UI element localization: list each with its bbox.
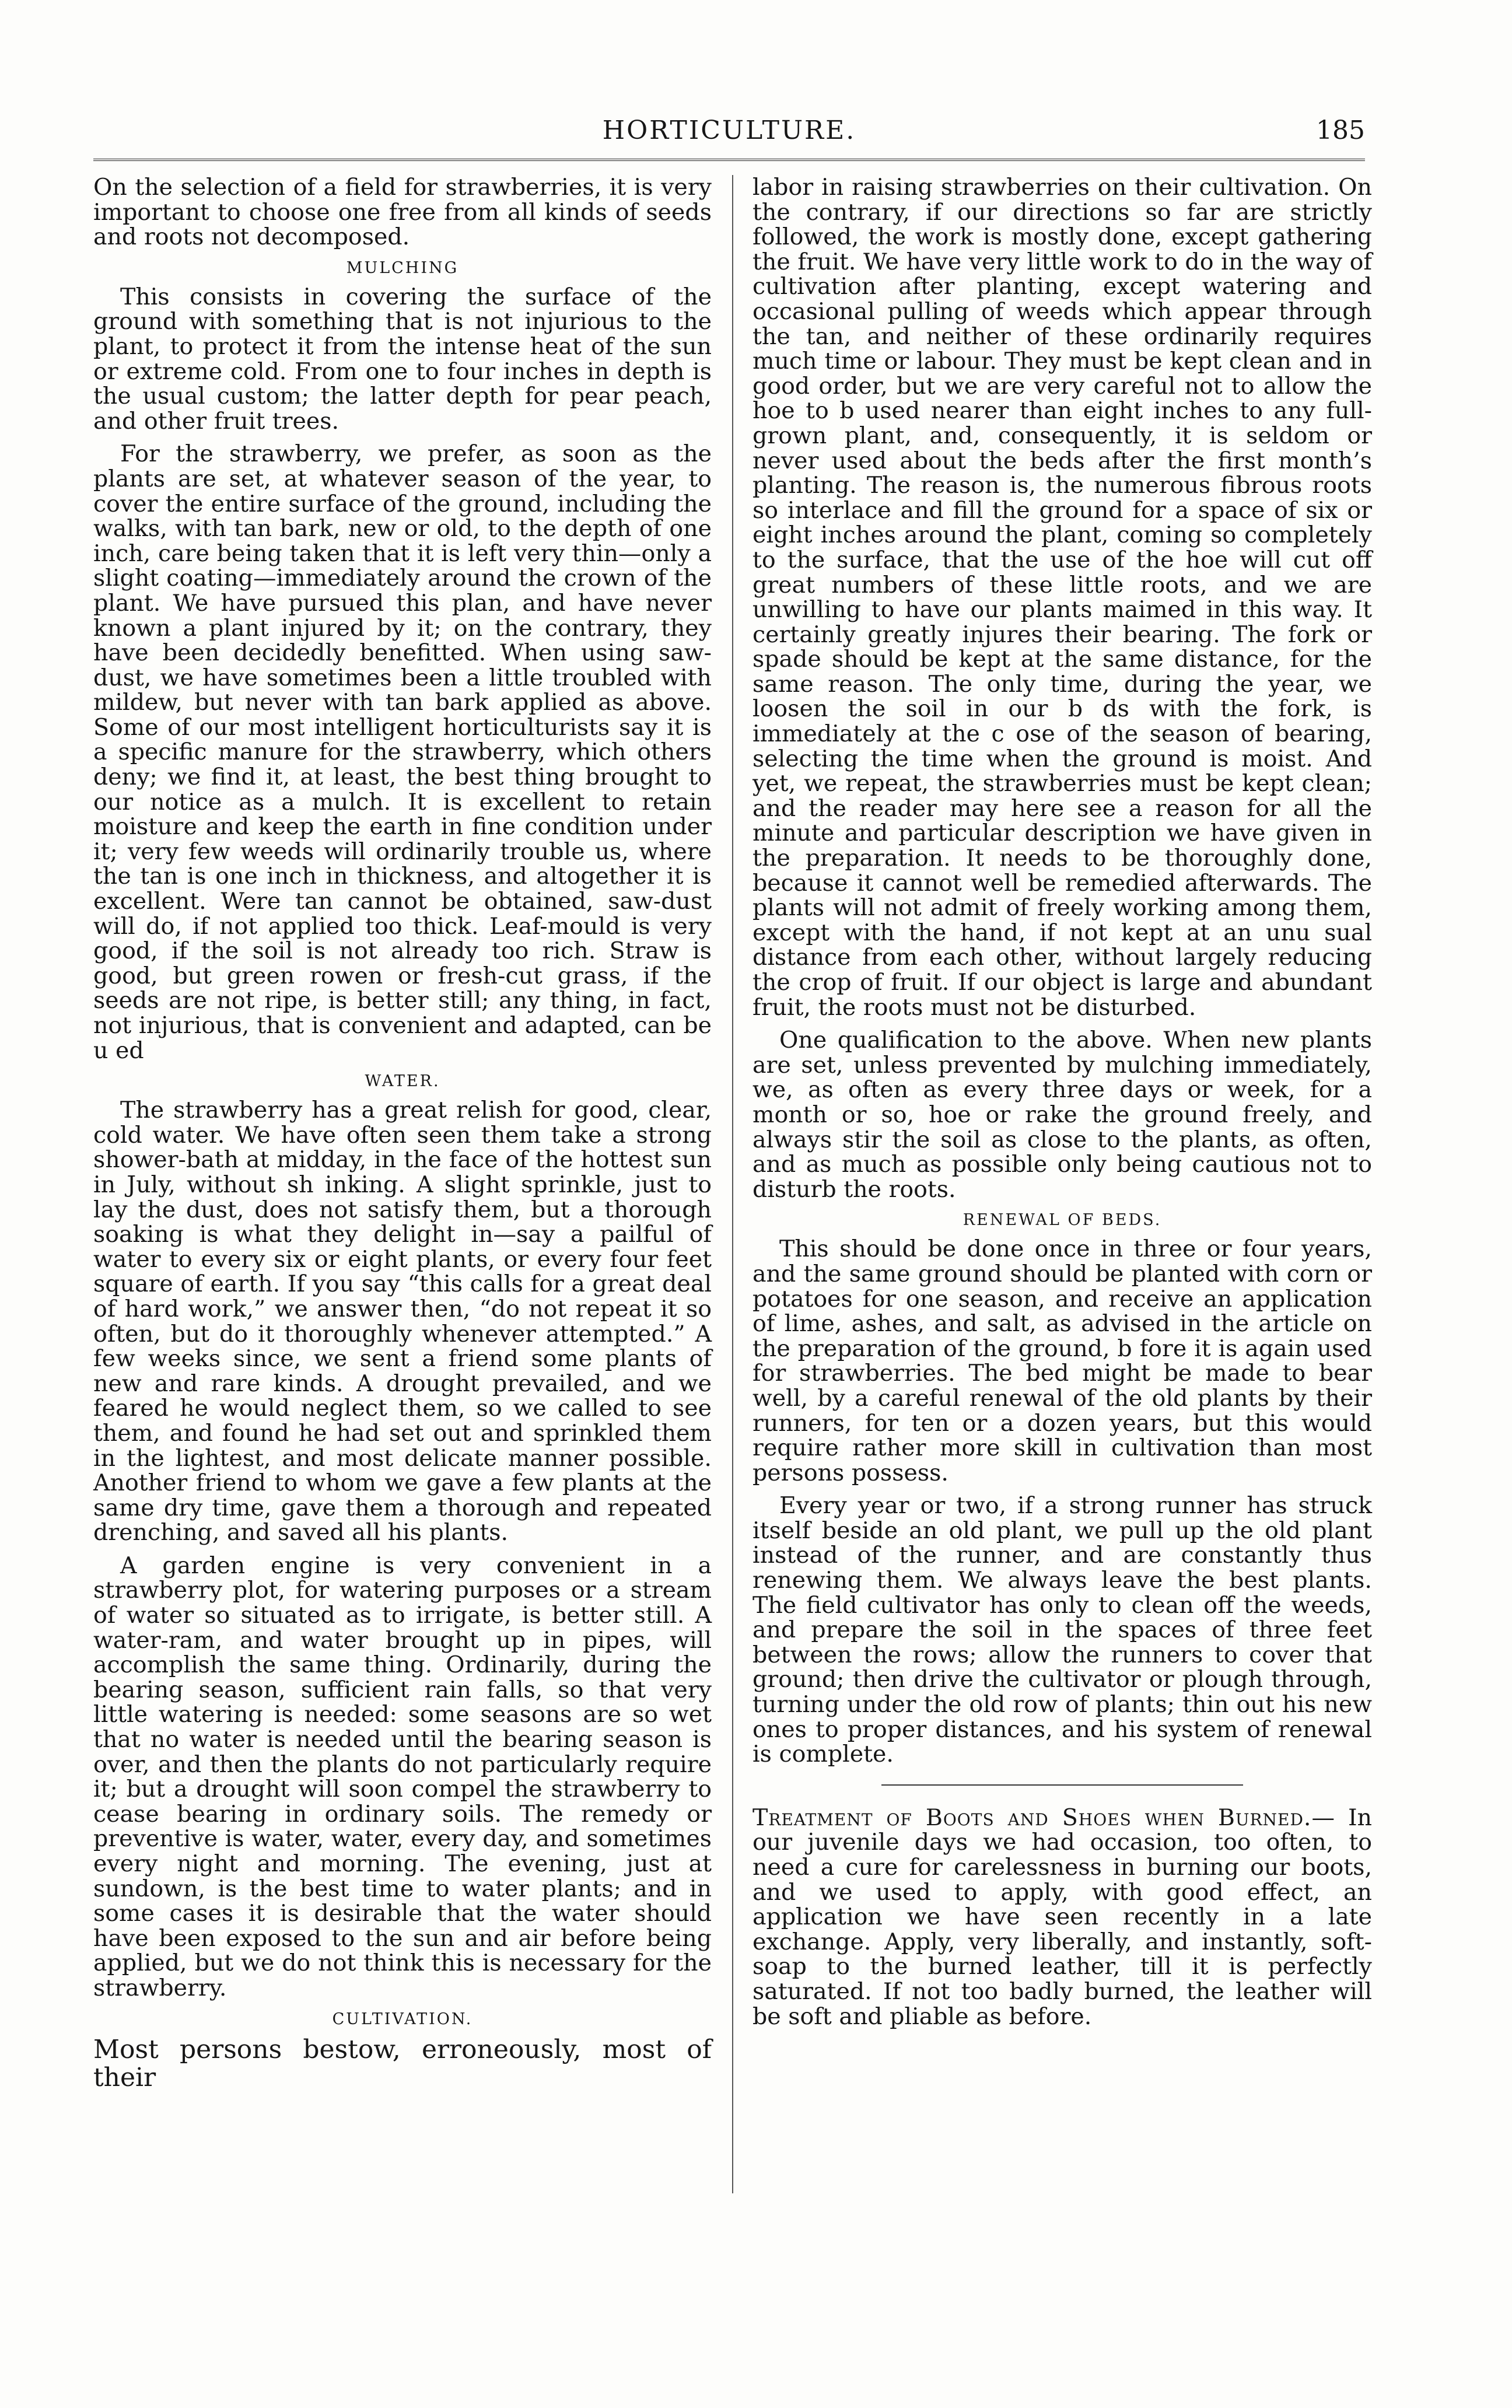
intro-paragraph: On the selection of a field for strawberries, it is very important to choose one free from all kinds of seeds and roots not decomposed. <box>93 174 712 251</box>
page-number: 185 <box>1316 116 1365 145</box>
boots-article-body: In our juvenile days we had occasion, too often, to need a cure for carelessness in burning our boots, and we used to apply, with good effect, an application we have seen recently in a late exchange. Apply, very liberally, and instantly, soft-soap to the burned leather, till it is perfectly saturated. If not too badly burned, the leather will be soft and pliable as before. <box>752 1804 1372 2030</box>
boots-article <box>752 1805 1372 2029</box>
section-heading-cultivation: CULTIVATION. <box>332 2010 473 2028</box>
water-paragraph-2: A garden engine is very convenient in a strawberry plot, for watering purposes or a stream of water so situated as to irrigate, is better still. A water-ram, and water brought up in pipes, will accomplish the same thing. Ordinarily, during the bearing season, sufficient rain falls, so that very little watering is needed: some seasons are so wet that no water is needed until the bearing season is over, and then the plants do not particularly require it; but a drought will soon compel the strawberry to cease bearing in ordinary soils. The remedy or preventive is water, water, every day, and sometimes every night and morning. The evening, just at sundown, is the best time to water plants; and in some cases it is desirable that the water should have been exposed to the sun and air before being applied, but we do not think this is necessary for the strawberry. <box>93 1552 712 2001</box>
cultivation-lead-paragraph: Most persons bestow, erroneously, most of their <box>93 2034 712 2092</box>
mulching-paragraph-2: For the strawberry, we prefer, as soon as the plants are set, at whatever season of the year, to cover the entire surface of the ground, including the walks, with tan bark, new or old, to the depth of one inch, care being taken that it is left very thin—only a slight coating—immediately around the crown of the plant. We have pursued this plan, and have never known a plant injured by it; on the contrary, they have been decidedly benefitted. When using saw-dust, we have sometimes been a little troubled with mildew, but never with tan bark applied as above. Some of our most intelligent horticulturists say it is a specific manure for the strawberry, which others deny; we find it, at least, the best thing brought to our notice as a mulch. It is excellent to retain moisture and keep the earth in fine condition under it; very few weeds will ordinarily trouble us, where the tan is one inch in thickness, and altogether it is excellent. Were tan cannot be obtained, saw-dust will do, if not applied too thick. Leaf-mould is very good, if the soil is not already too rich. Straw is good, but green rowen or fresh-cut grass, if the seeds are not ripe, is better still; any thing, in fact, not injurious, that is convenient and adapted, can be u ed <box>93 440 712 1064</box>
running-head <box>93 111 1365 152</box>
renewal-paragraph-1: This should be done once in three or four years, and the same ground should be planted with corn or potatoes for one season, and receive an application of lime, ashes, and salt, as advised in the article on the preparation of the ground, b fore it is again used for strawberries. The bed might be made to bear well, by a careful renewal of the old plants by their runners, for ten or a dozen years, but this would require rather more skill in cultivation than most persons possess. <box>752 1236 1372 1486</box>
boots-article-heading: Treatment of Boots and Shoes when Burned.— <box>752 1804 1335 1831</box>
renewal-paragraph-2: Every year or two, if a strong runner has struck itself beside an old plant, we pull up the old plant instead of the runner, and are constantly thus renewing them. We always leave the best plants. The field cultivator has only to clean off the weeds, and prepare the soil in the spaces of three feet between the rows; allow the runners to cover that ground; then drive the cultivator or plough through, turning under the old row of plants; thin out his new ones to proper distances, and his system of renewal is complete. <box>752 1492 1372 1768</box>
right-column <box>752 175 1372 2037</box>
header-rule <box>93 159 1365 161</box>
section-heading-water: WATER. <box>365 1072 440 1091</box>
column-divider <box>732 175 733 2193</box>
water-paragraph-1: The strawberry has a great relish for good, clear, cold water. We have often seen them take a strong shower-bath at midday, in the face of the hottest sun in July, without sh inking. A slight sprinkle, just to lay the dust, does not satisfy them, but a thorough soaking is what they delight in—say a pailful of water to every six or eight plants, or every four feet square of earth. If you say “this calls for a great deal of hard work,” we answer then, “do not repeat it so often, but do it thoroughly whenever attempted.” A few weeks since, we sent a friend some plants of new and rare kinds. A drought prevailed, and we feared he would neglect them, so we called to see them, and found he had set out and sprinkled them in the lightest, and most delicate manner possible. Another friend to whom we gave a few plants at the same dry time, gave them a thorough and repeated drenching, and saved all his plants. <box>93 1097 712 1546</box>
section-heading-mulching: MULCHING <box>346 258 459 277</box>
cultivation-continued-paragraph: labor in raising strawberries on their cultivation. On the contrary, if our directions so far are strictly followed, the work is mostly done, except gathering the fruit. We have very little work to do in the way of cultivation after planting, except watering and occasional pulling of weeds which appear through the tan, and neither of these ordinarily requires much time or labour. They must be kept clean and in good order, but we are very careful not to allow the hoe to b used nearer than eight inches to any full-grown plant, and, consequently, it is seldom or never used about the beds after the first month’s planting. The reason is, the numerous fibrous roots so interlace and fill the ground for a space of six or eight inches around the plant, coming so completely to the surface, that the use of the hoe will cut off great numbers of these little roots, and we are unwilling to have our plants maimed in this way. It certainly greatly injures their bearing. The fork or spade should be kept at the same distance, for the same reason. The only time, during the year, we loosen the soil in our b ds with the fork, is immediately at the c ose of the season of bearing, selecting the time when the ground is moist. And yet, we repeat, the strawberries must be kept clean; and the reader may here see a reason for all the minute and particular description we have given in the preparation. It needs to be thoroughly done, because it cannot well be remedied afterwards. The plants will not admit of freely working among them, except with the hand, if not kept at an unu sual distance from each other, without largely reducing the crop of fruit. If our object is large and abundant fruit, the roots must not be disturbed. <box>752 174 1372 1021</box>
mulching-paragraph-1: This consists in covering the surface of the ground with something that is not injurious to the plant, to protect it from the intense heat of the sun or extreme cold. From one to four inches in depth is the usual custom; the latter depth for pear peach, and other fruit trees. <box>93 283 712 435</box>
qualification-paragraph: One qualification to the above. When new plants are set, unless prevented by mulching immediately, we, as often as every three days or week, for a month or so, hoe or rake the ground freely, and always stir the soil as close to the plants, as often, and as much as possible only being cautious not to disturb the roots. <box>752 1027 1372 1203</box>
section-heading-renewal: RENEWAL OF BEDS. <box>963 1211 1162 1230</box>
running-title: HORTICULTURE. <box>602 116 856 145</box>
left-column <box>93 175 712 2100</box>
article-separator-rule <box>881 1784 1243 1786</box>
